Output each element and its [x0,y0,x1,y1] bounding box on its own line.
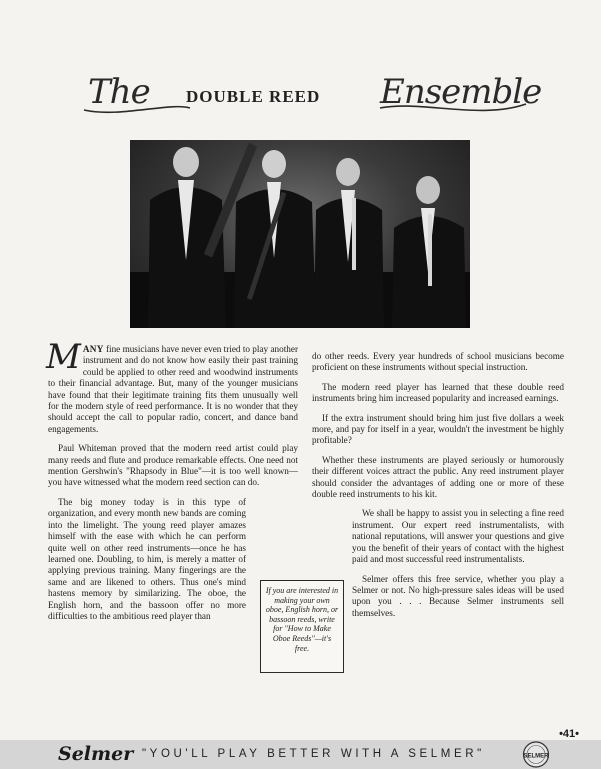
title-caps-double-reed: DOUBLE REED [186,87,321,106]
paragraph-7: Whether these instruments are played seriously or humorously their different voices attract the public. Any reed instrument player should consider the advantages of adding one or more of these double reed instruments to his kit. [312,454,564,500]
paragraph-9: Selmer offers this free service, whether you play a Selmer or not. No high-pressure sales ideas will be used upon you . . . Because Selmer instruments sell themselves. [352,573,564,618]
title-script-the: The [88,72,150,112]
page-title [80,70,542,116]
paragraph-8: We shall be happy to assist you in selecting a fine reed instrument. Our expert reed instrumentalists, with national reputations, will answer your questions and give you the benefit of their years of contact with the highest paid and most successful reed instrumentalists. [352,508,564,565]
paragraph-5: The modern reed player has learned that these double reed instruments bring him increased popularity and increased earnings. [312,381,564,404]
ensemble-photo-figures [130,140,470,328]
paragraph-4: do other reeds. Every year hundreds of school musicians become proficient on these instruments without special instruction. [312,351,564,373]
title-script-ensemble: Ensemble [380,72,542,112]
paragraph-1 [46,337,298,435]
footer-slogan: "YOU'LL PLAY BETTER WITH A SELMER" [142,748,485,760]
seal-text: SELMER [523,753,549,760]
article-column-right [312,351,564,627]
ensemble-photo [130,140,470,328]
paragraph-6: If the extra instrument should bring him just five dollars a week more, and pay for itself in a year, wouldn't the investment be highly profitable? [312,412,564,446]
page-number: •41• [559,728,579,740]
paragraph-3: The big money today is in this type of organization, and every month new bands are coming into the limelight. The young reed player amazes himself with the ease with which he can perform quite well on other reed instruments—once he has learned one. Doubling, to him, is merely a matter of applying previous training. Many fingerings are the same and are likened to others. Thus one's mind hastens memory by similarizing. The oboe, the English horn, and the bassoon offer no more difficulties to the ambitious reed player than [48,496,246,621]
drop-cap: M [46,337,81,377]
paragraph-2: Paul Whiteman proved that the modern reed artist could play many reeds and flute and produce remarkable effects. One need not mention Gershwin's "Rhapsody in Blue"—it is too well known—you have witnessed what the modern reed section can do. [48,443,298,488]
paragraph-1-text: fine musicians have never even tried to play another instrument and do not know how easily their past training could be applied to other reed and woodwind instruments to their financial advantage. But, many of the younger musicians have found that their legitimate training fits them unusually well for the modern style of reed performance. It is no wonder that they should accept the call to popular radio, concert, and dance band engagements. [48,344,298,434]
selmer-logo: Selmer [58,743,134,765]
selmer-seal-icon [521,740,551,769]
lead-caps: ANY [82,344,104,354]
reed-booklet-note-box: If you are interested in making your own oboe, English horn, or bassoon reeds, write for "How to Make Oboe Reeds"—it's free. [260,580,344,673]
